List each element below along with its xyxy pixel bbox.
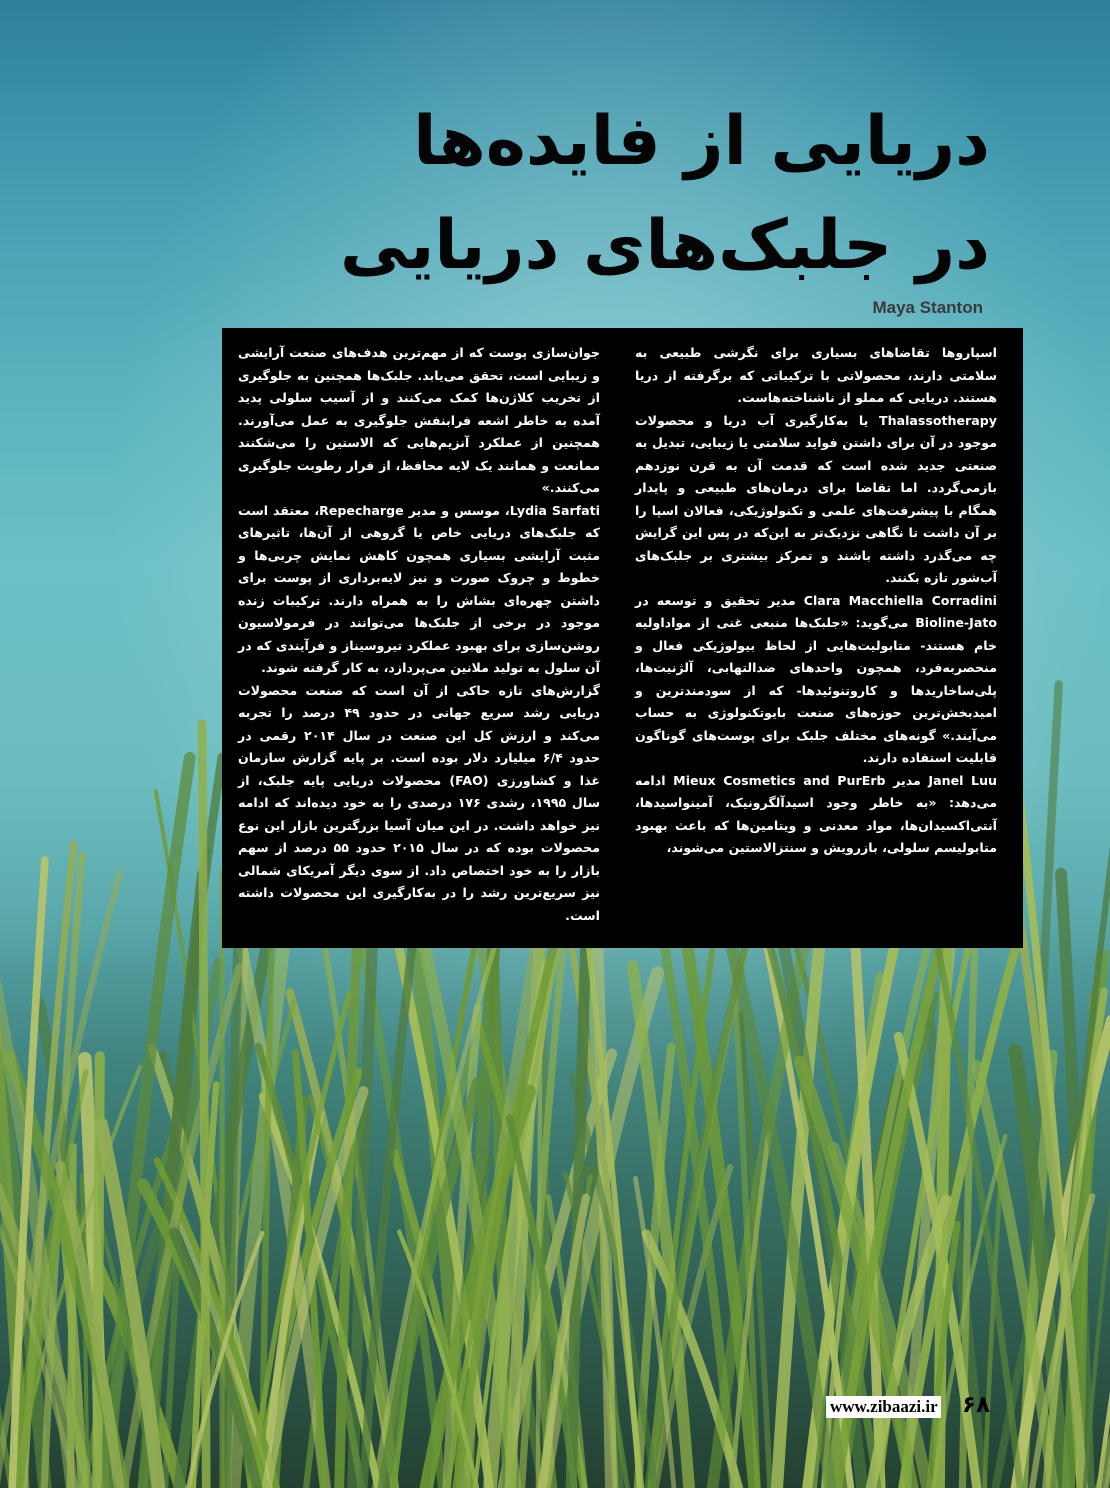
title-line-2: در جلبک‌های دریایی bbox=[340, 206, 990, 285]
paragraph: Janel Luu مدیر Mieux Cosmetics and PurErb ادامه می‌دهد: «به خاطر وجود اسیدآلگرونیک، آمینواسیدها، آنتی‌اکسیدان‌ها، مواد معدنی و ویتامین‌ها که باعث بهبود متابولیسم سلولی، بازرویش و سنتزالاستین می‌شوند، bbox=[635, 772, 998, 855]
website-url[interactable]: www.zibaazi.ir bbox=[826, 1396, 941, 1418]
paragraph: Thalassotherapy یا به‌کارگیری آب دریا و محصولات موجود در آن برای داشتن فواید سلامتی یا زیبایی، تبدیل به صنعتی جدید شده است که قدمت آن به قرن نوزدهم بازمی‌گردد. اما تقاضا برای درمان‌های طبیعی و پایدار همگام با پیشرفت‌های علمی و تکنولوژیکی، فعالان اسپا را بر آن داشت تا نگاهی نزدیک‌تر به این‌که در پس این گرایش چه می‌گذرد داشته باشند و تمرکز بیشتری بر جلبک‌های آب‌شور تازه بکنند. bbox=[635, 412, 997, 585]
paragraph: جوان‌سازی پوست که از مهم‌ترین هدف‌های صنعت آرایشی و زیبایی است، تحقق می‌یابد. جلبک‌ها همچنین به جلوگیری از تخریب کلاژن‌ها کمک می‌کنند و از آسیب سلولی پدید آمده به خاطر اشعه فرابنفش جلوگیری به عمل می‌آورند. همچنین از عملکرد آنزیم‌هایی که الاستین را می‌شکنند ممانعت و همانند یک لایه محافظ، از فرار رطوبت جلوگیری می‌کنند.» bbox=[238, 345, 600, 495]
article-title bbox=[340, 90, 990, 298]
title-line-1: دریایی از فایده‌ها bbox=[413, 102, 990, 181]
paragraph: اسپاروها تقاضاهای بسیاری برای نگرشی طبیعی به سلامتی دارند، محصولاتی با ترکیباتی که برگرفته از دریا هستند. دریایی که مملو از ناشناخته‌هاست. bbox=[635, 345, 997, 405]
seagrass-blade bbox=[202, 724, 206, 1488]
paragraph: Clara Macchiella Corradini مدیر تحقیق و توسعه در Bioline-Jato می‌گوید: «جلبک‌ها منبعی غنی از مواداولیه خام هستند- متابولیت‌هایی از لحاظ بیولوژیکی فعال و منحصربه‌فرد، همچون واحدهای ضدالتهابی، آلژنیت‌ها، پلی‌ساخاریدها و کاروتنوئیدها- که از سودمندترین و امیدبخش‌ترین حوزه‌های صنعت بایوتکنولوژی به حساب می‌آیند.» گونه‌های مختلف جلبک برای پوست‌های گوناگون قابلیت استفاده دارند. bbox=[635, 592, 997, 765]
article-column-right bbox=[635, 342, 997, 860]
author-byline: Maya Stanton bbox=[872, 298, 983, 317]
page-number: ۶۸ bbox=[962, 1392, 991, 1418]
paragraph: Lydia Sarfati، موسس و مدیر Repecharge، معتقد است که جلبک‌های دریایی خاص یا گروهی از آن‌ها، تاثیرهای مثبت آرایشی بسیاری همچون کاهش نمایش چربی‌ها و خطوط و چروک صورت و نیز لایه‌برداری از پوست برای داشتن چهره‌ای بشاش را به همراه دارند. ترکیبات زنده موجود در برخی از جلبک‌ها می‌توانند در فرمولاسیون روشن‌سازی برای بهبود عملکرد تیروسیناز و فرآیندی که در آن سلول به تولید ملانین می‌پردازد، به کار گرفته شوند. bbox=[238, 502, 600, 675]
paragraph: گزارش‌های تازه حاکی از آن است که صنعت محصولات دریایی رشد سریع جهانی در حدود ۴۹ درصد را تجربه می‌کند و ارزش کل این صنعت در سال ۲۰۱۴ رقمی در حدود ۶/۴ میلیارد دلار بوده است. بر پایه گزارش سازمان غذا و کشاورزی (FAO) محصولات دریایی پایه جلبک، از سال ۱۹۹۵، رشدی ۱۷۶ درصدی را به خود دیده‌اند که ادامه نیز خواهد داشت. در این میان آسیا بزرگترین بازار این نوع محصولات بوده که در سال ۲۰۱۵ حدود ۵۵ درصد از سهم بازار را به خود اختصاص داد. از سوی دیگر آمریکای شمالی نیز سریع‌ترین رشد را در به‌کارگیری این محصولات داشته است. bbox=[238, 682, 600, 923]
article-column-left bbox=[238, 342, 600, 927]
article-text-panel bbox=[222, 328, 1023, 948]
